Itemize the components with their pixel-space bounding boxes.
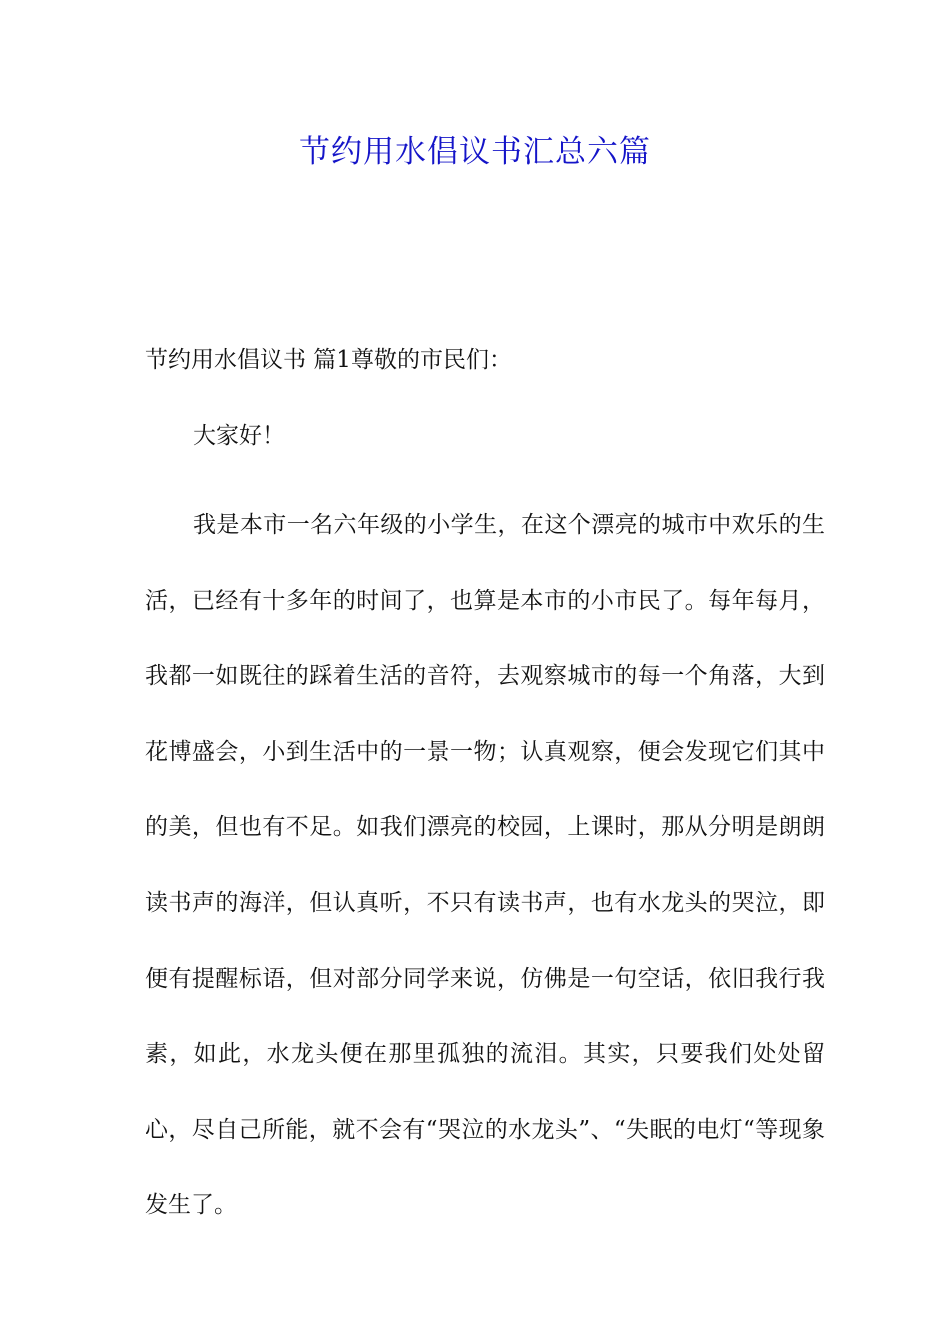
section-heading: 节约用水倡议书 篇1尊敬的市民们： xyxy=(145,347,512,373)
document-title: 节约用水倡议书汇总六篇 xyxy=(299,134,651,170)
body-paragraph: 我是本市一名六年级的小学生，在这个漂亮的城市中欢乐的生活，已经有十多年的时间了，也算是本市的小市民了。每年每月，我都一如既往的踩着生活的音符，去观察城市的每一个角落，大到花博盛会，小到生活中的一景一物；认真观察，便会发现它们其中的美，但也有不足。如我们漂亮的校园，上课时，那从分明是朗朗读书声的海洋，但认真听，不只有读书声，也有水龙头的哭泣，即便有提醒标语，但对部分同学来说，仿佛是一句空话，依旧我行我素，如此，水龙头便在那里孤独的流泪。其实，只要我们处处留心，尽自己所能，就不会有“哭泣的水龙头”、“失眠的电灯“等现象发生了。 xyxy=(145,512,825,1219)
greeting-text: 大家好！ xyxy=(193,423,285,449)
